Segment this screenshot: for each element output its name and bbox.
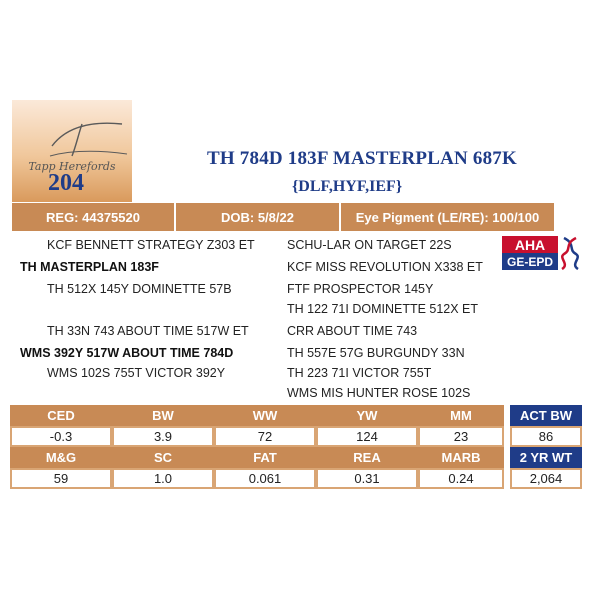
epd-value-sc: 1.0	[112, 468, 214, 489]
animal-name: TH 784D 183F MASTERPLAN 687K	[207, 148, 517, 169]
pedigree-sire-sire-sire: KCF BENNETT STRATEGY Z303 ET	[47, 238, 255, 252]
epd-value-bw: 3.9	[112, 426, 214, 447]
logo-text: Tapp Herefords	[28, 160, 116, 173]
pedigree-dam-sire-sire-sire: CRR ABOUT TIME 743	[287, 324, 418, 338]
pedigree-sire: TH MASTERPLAN 183F	[20, 260, 159, 274]
pedigree-dam-sire-dam: TH 557E 57G BURGUNDY 33N	[287, 346, 465, 360]
tapp-herefords-logo	[42, 116, 132, 162]
epd-value-rea: 0.31	[316, 468, 418, 489]
yr2-wt-value: 2,064	[510, 468, 582, 489]
eye-pigment: Eye Pigment (LE/RE): 100/100	[355, 209, 540, 225]
pedigree-sire-dam-sire: FTF PROSPECTOR 145Y	[287, 282, 434, 296]
epd-header-row-1	[10, 405, 504, 426]
epd-header-bw: BW	[112, 405, 214, 426]
epd-header-ww: WW	[214, 405, 316, 426]
reg-number: REG: 44375520	[12, 203, 176, 231]
pedigree-dam-sire: WMS 392Y 517W ABOUT TIME 784D	[20, 346, 234, 360]
epd-value-mg: 59	[10, 468, 112, 489]
epd-value-marb: 0.24	[418, 468, 504, 489]
aha-ge-epd-logo	[502, 236, 582, 270]
epd-value-row-2	[10, 468, 504, 489]
yr2-wt-label: 2 YR WT	[510, 447, 582, 468]
pedigree-sire-sire-dam: SCHU-LAR ON TARGET 22S	[287, 238, 452, 252]
epd-header-ced: CED	[10, 405, 112, 426]
lot-number: 204	[48, 170, 84, 196]
epd-header-marb: MARB	[418, 447, 504, 468]
epd-value-mm: 23	[418, 426, 504, 447]
pedigree-dam-dam-sire: TH 223 71I VICTOR 755T	[287, 366, 432, 380]
pedigree-sire-dam: TH 512X 145Y DOMINETTE 57B	[47, 282, 232, 296]
pedigree-sire-dam-dam: TH 122 71I DOMINETTE 512X ET	[287, 302, 479, 316]
act-bw-label: ACT BW	[510, 405, 582, 426]
pedigree-sire-dam-line: KCF MISS REVOLUTION X338 ET	[287, 260, 483, 274]
pedigree-dam-sire-sire: TH 33N 743 ABOUT TIME 517W ET	[47, 324, 249, 338]
svg-text:GE-EPD: GE-EPD	[506, 255, 554, 269]
epd-header-mm: MM	[418, 405, 504, 426]
epd-header-sc: SC	[112, 447, 214, 468]
info-bar	[12, 203, 554, 231]
epd-header-row-2	[10, 447, 504, 468]
epd-header-mg: M&G	[10, 447, 112, 468]
epd-value-yw: 124	[316, 426, 418, 447]
epd-value-row-1	[10, 426, 504, 447]
epd-value-ced: -0.3	[10, 426, 112, 447]
pedigree-dam-dam: WMS 102S 755T VICTOR 392Y	[47, 366, 226, 380]
epd-header-yw: YW	[316, 405, 418, 426]
epd-header-rea: REA	[316, 447, 418, 468]
epd-header-fat: FAT	[214, 447, 316, 468]
epd-value-fat: 0.061	[214, 468, 316, 489]
pedigree-dam-dam-dam: WMS MIS HUNTER ROSE 102S	[287, 386, 471, 400]
act-bw-value: 86	[510, 426, 582, 447]
animal-codes: {DLF,HYF,IEF}	[292, 178, 403, 195]
date-of-birth: DOB: 5/8/22	[176, 203, 341, 231]
svg-text:AHA: AHA	[514, 237, 546, 253]
epd-value-ww: 72	[214, 426, 316, 447]
